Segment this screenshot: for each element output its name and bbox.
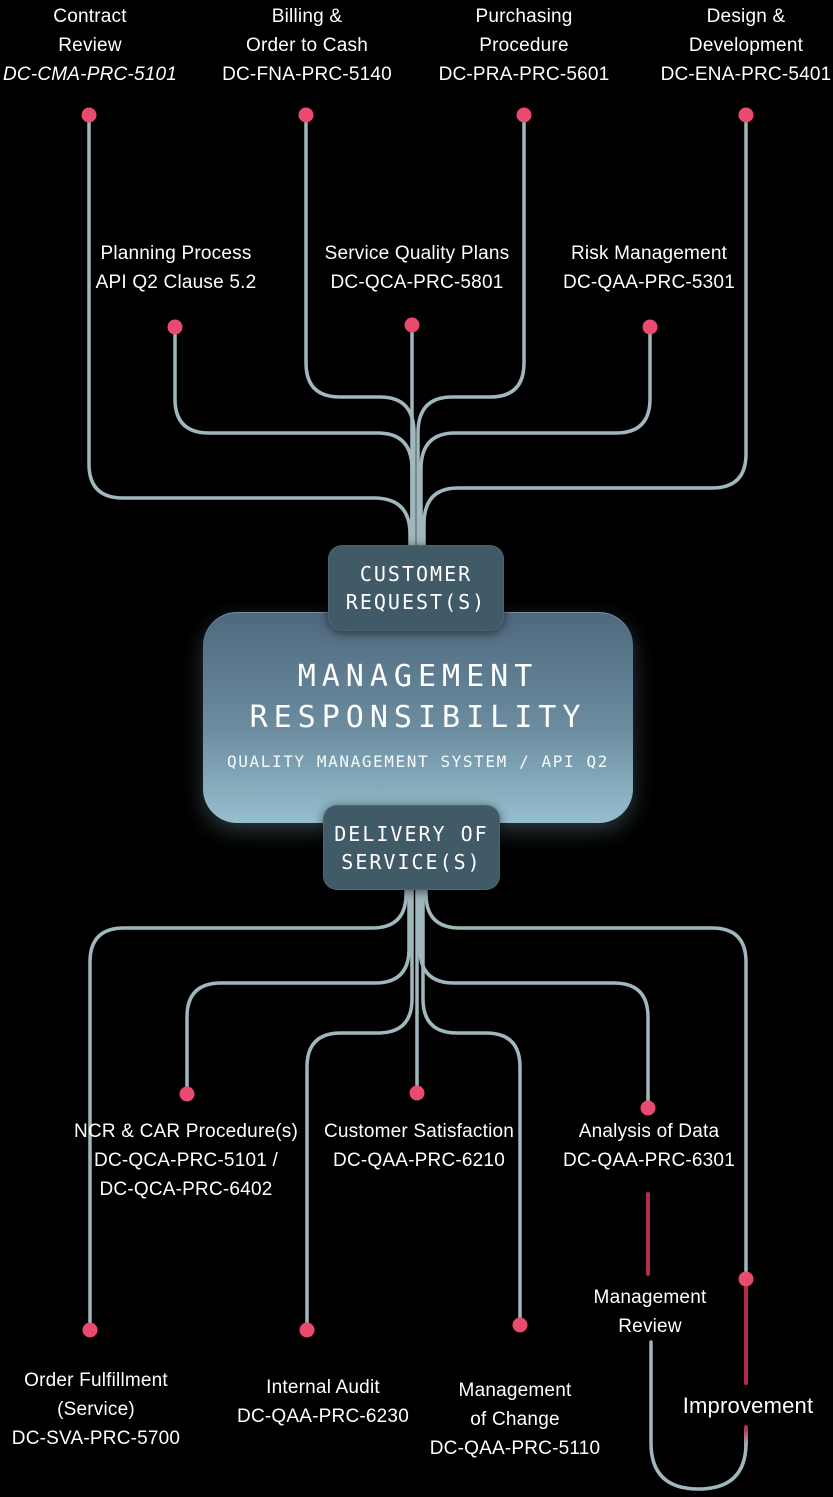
- node-label-analysis-of-data: [563, 1117, 735, 1175]
- customer-request-text: CUSTOMER: [359, 562, 473, 586]
- node-label-internal-audit: [237, 1373, 409, 1431]
- node-text: Design &: [706, 6, 786, 27]
- panel-title-line: MANAGEMENT: [297, 659, 539, 694]
- delivery-of-service-box: [323, 805, 500, 890]
- node-code: DC-QCA-PRC-5101 /: [94, 1150, 278, 1171]
- node-code: DC-FNA-PRC-5140: [222, 64, 392, 85]
- node-text: NCR & CAR Procedure(s): [73, 1121, 299, 1142]
- dot-customer-satisfaction: [410, 1086, 425, 1101]
- delivery-text: SERVICE(S): [341, 849, 482, 874]
- wire-order-fulfillment: [90, 875, 406, 1322]
- dot-billing: [299, 108, 314, 123]
- node-label-management-of-change: [430, 1376, 601, 1463]
- input-connectors: [89, 115, 746, 560]
- node-text: Development: [688, 35, 804, 56]
- node-code: DC-QAA-PRC-5301: [563, 272, 735, 293]
- wire-internal-audit: [307, 875, 412, 1322]
- node-code: DC-QAA-PRC-6230: [237, 1406, 409, 1427]
- wire-improvement: [426, 875, 746, 1271]
- node-text: Risk Management: [570, 243, 728, 264]
- dot-order-fulfillment: [83, 1323, 98, 1338]
- node-label-design-development: [661, 2, 832, 89]
- node-code: DC-CMA-PRC-5101: [2, 64, 178, 85]
- node-text: Procedure: [479, 35, 569, 56]
- wire-design-development: [424, 115, 746, 560]
- node-label-risk-management: [563, 239, 735, 297]
- dot-ncr-car: [180, 1087, 195, 1102]
- panel-title-line: RESPONSIBILITY: [249, 700, 587, 735]
- node-label-ncr-car: [74, 1117, 298, 1204]
- node-text: Billing &: [271, 6, 343, 27]
- dot-purchasing: [517, 108, 532, 123]
- node-text: Service Quality Plans: [324, 243, 510, 264]
- node-code: DC-PRA-PRC-5601: [438, 64, 610, 85]
- node-label-billing-order-to-cash: [222, 2, 392, 89]
- node-label-order-fulfillment: [12, 1366, 180, 1453]
- dot-internal-audit: [300, 1323, 315, 1338]
- wire-risk-management: [421, 327, 650, 560]
- dot-service-quality-plans: [405, 318, 420, 333]
- node-code: DC-ENA-PRC-5401: [660, 64, 832, 85]
- dot-analysis-of-data: [641, 1101, 656, 1116]
- node-code: DC-SVA-PRC-5700: [11, 1428, 181, 1449]
- node-code: DC-QAA-PRC-6210: [333, 1150, 505, 1171]
- wire-analysis-of-data: [420, 875, 648, 1100]
- node-label-service-quality-plans: [325, 239, 510, 297]
- flow-text: Review: [618, 1316, 682, 1337]
- node-text: Review: [58, 35, 122, 56]
- node-text: Order Fulfillment: [24, 1370, 168, 1391]
- panel-subtitle: QUALITY MANAGEMENT SYSTEM / API Q2: [227, 752, 609, 771]
- node-text: Customer Satisfaction: [323, 1121, 515, 1142]
- customer-request-box: [328, 545, 504, 631]
- wire-ncr-car: [187, 875, 409, 1086]
- panel-title: [250, 656, 587, 738]
- node-text: of Change: [470, 1409, 560, 1430]
- node-text: Contract: [53, 6, 127, 27]
- node-text: Purchasing: [475, 6, 573, 27]
- node-text: (Service): [57, 1399, 135, 1420]
- management-responsibility-panel: [203, 612, 633, 823]
- node-label-customer-satisfaction: [324, 1117, 514, 1175]
- dot-risk-management: [643, 320, 658, 335]
- wire-contract-review: [89, 115, 410, 560]
- wire-planning-process: [175, 327, 412, 560]
- flow-label-management-review: [594, 1283, 707, 1341]
- node-text: Analysis of Data: [578, 1121, 720, 1142]
- node-label-contract-review: [3, 2, 177, 89]
- wire-billing: [306, 115, 414, 560]
- dot-design-development: [739, 108, 754, 123]
- flow-label-improvement: [683, 1391, 814, 1421]
- flow-text: Improvement: [682, 1393, 814, 1418]
- node-text: API Q2 Clause 5.2: [95, 272, 257, 293]
- node-text: Management: [458, 1380, 572, 1401]
- node-code: DC-QCA-PRC-6402: [99, 1179, 273, 1200]
- node-code: DC-QAA-PRC-6301: [563, 1150, 735, 1171]
- node-code: DC-QCA-PRC-5801: [330, 272, 504, 293]
- wire-management-of-change: [423, 875, 520, 1317]
- customer-request-text: REQUEST(S): [345, 590, 487, 614]
- delivery-text: DELIVERY OF: [334, 821, 489, 846]
- node-text: Order to Cash: [246, 35, 368, 56]
- node-label-purchasing-procedure: [439, 2, 610, 89]
- dot-management-of-change: [513, 1318, 528, 1333]
- node-code: DC-QAA-PRC-5110: [429, 1438, 601, 1459]
- node-text: Internal Audit: [266, 1377, 380, 1398]
- dot-planning-process: [168, 320, 183, 335]
- node-text: Planning Process: [100, 243, 252, 264]
- dot-contract-review: [82, 108, 97, 123]
- dot-improvement: [739, 1272, 754, 1287]
- node-label-planning-process: [96, 239, 257, 297]
- flow-text: Management: [593, 1287, 707, 1308]
